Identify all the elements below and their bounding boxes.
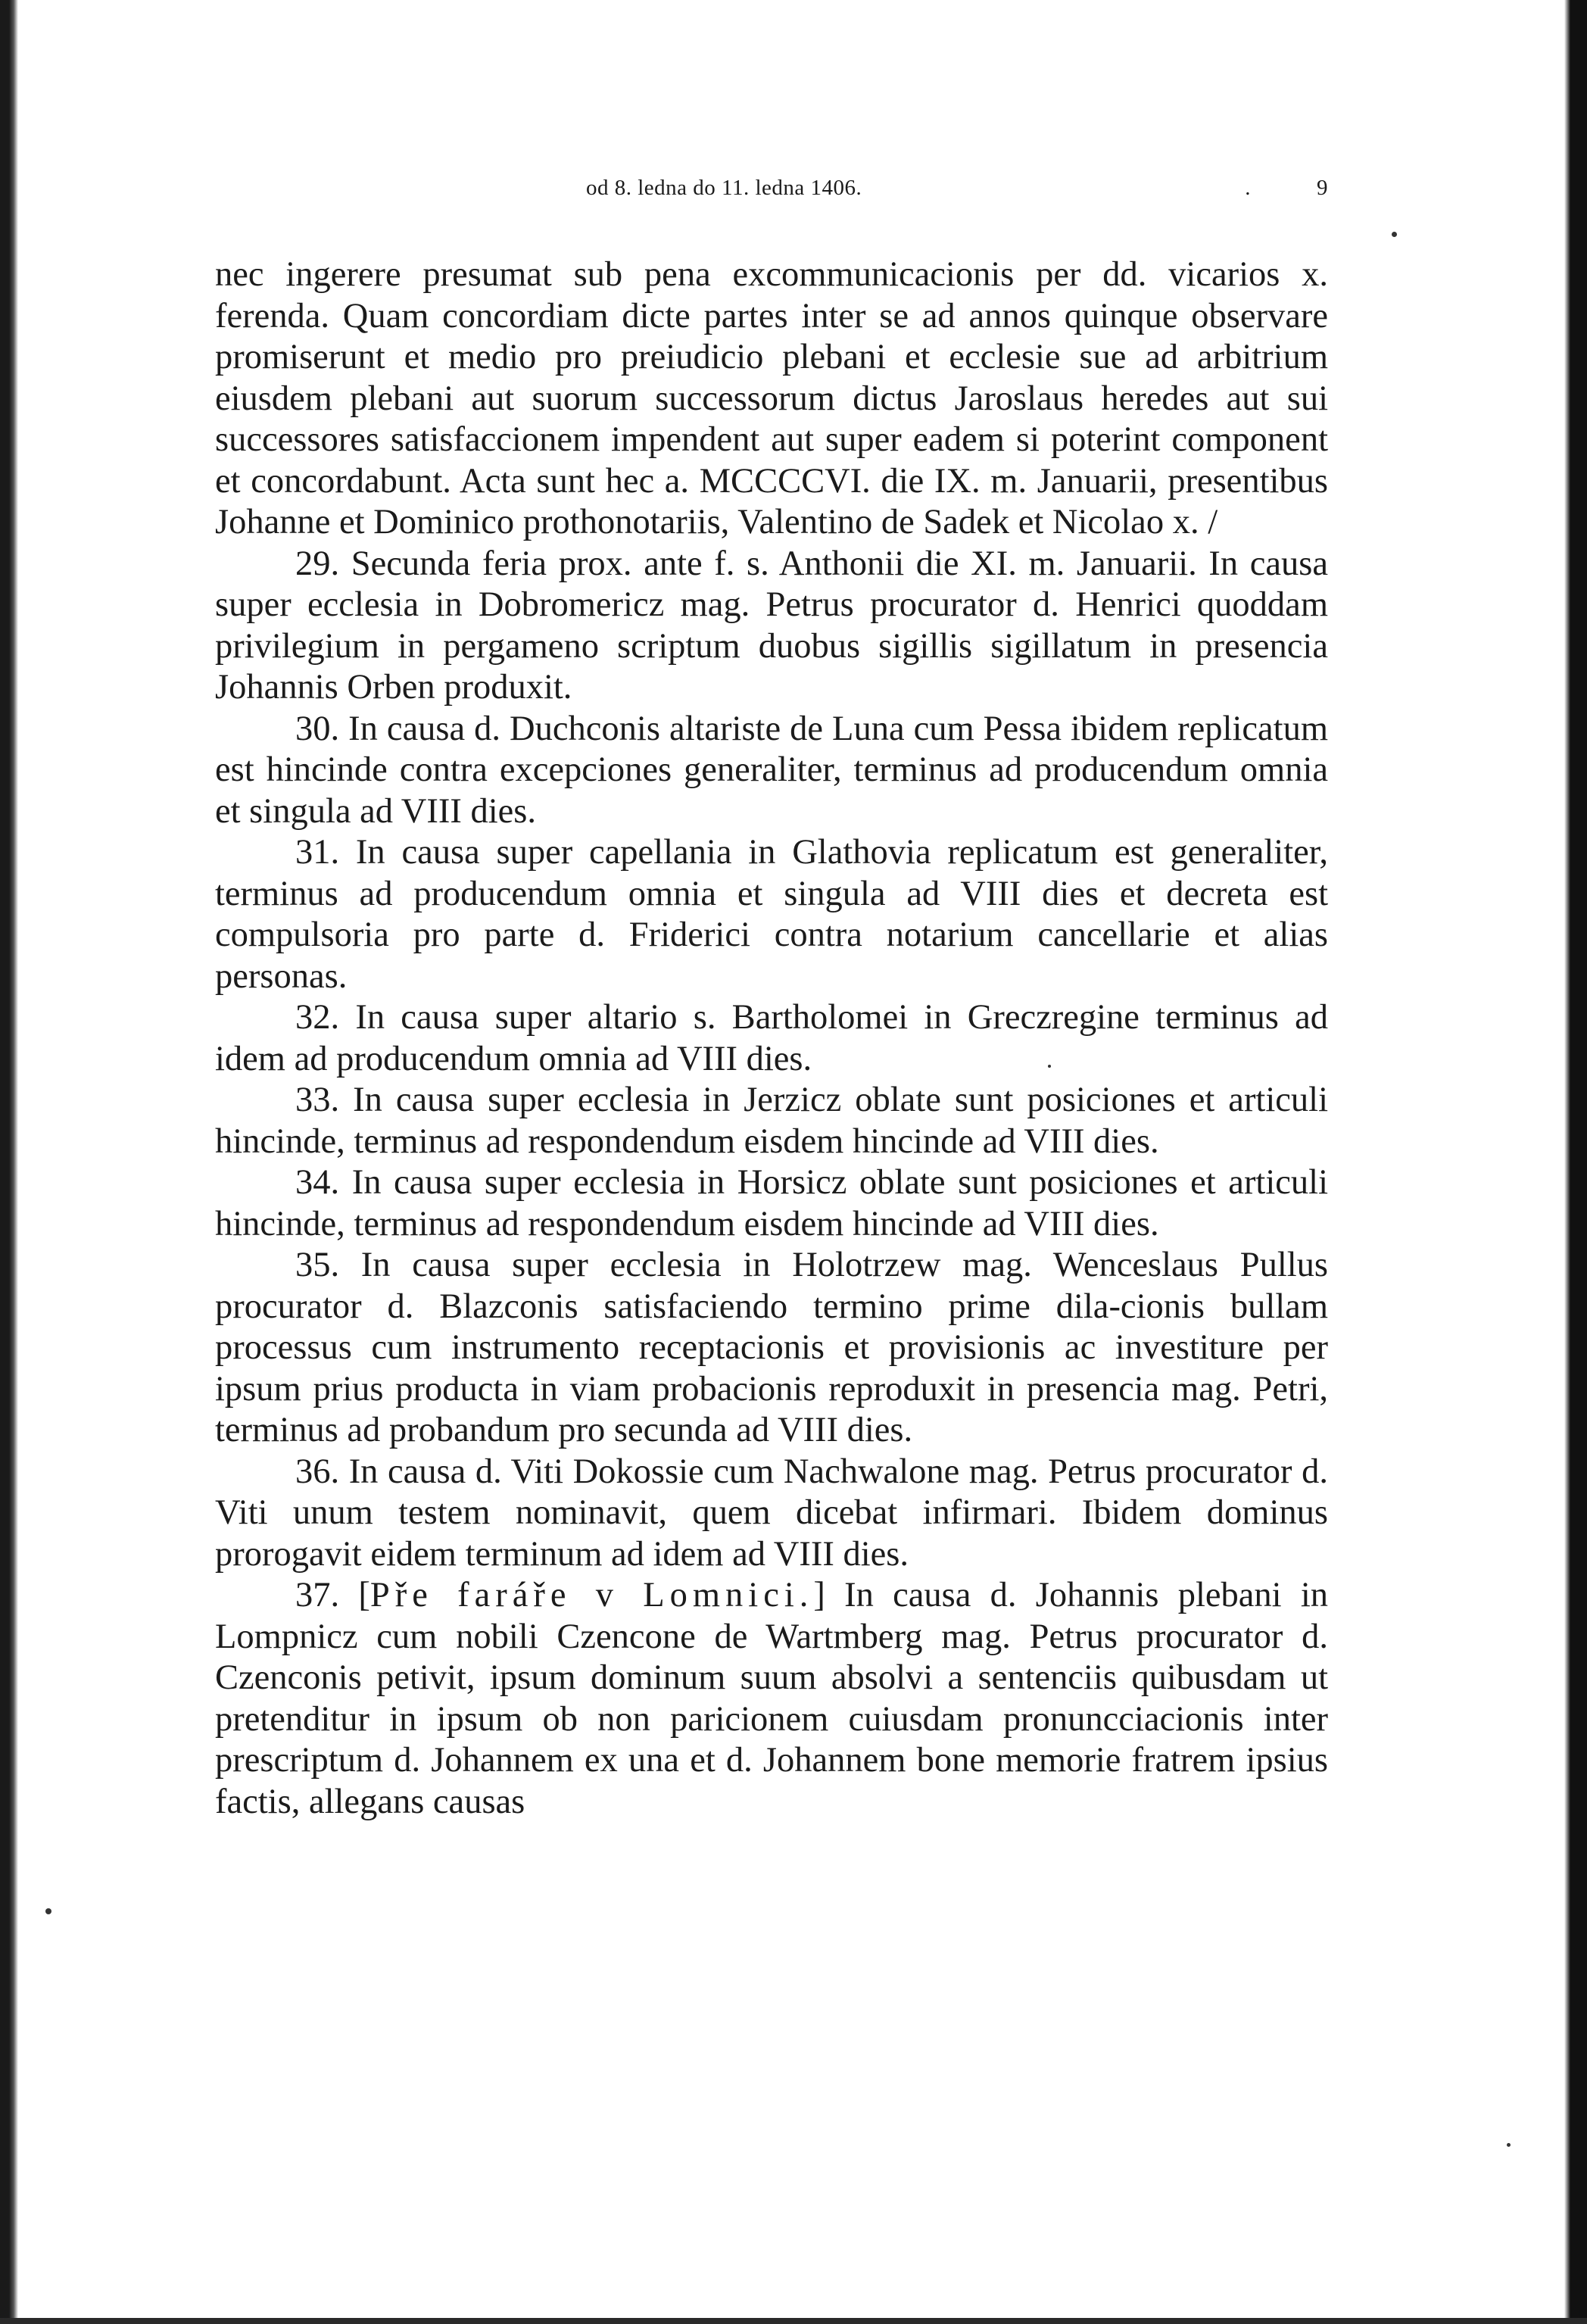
scan-speck bbox=[45, 1908, 51, 1914]
paragraph-36: 36. In causa d. Viti Dokossie cum Nachwalone mag. Petrus procurator d. Viti unum testem nominavit, quem dicebat infirmari. Ibidem dominus prorogavit eidem terminum ad idem ad VIII dies. bbox=[215, 1452, 1328, 1574]
paragraph-37-number: 37. bbox=[295, 1576, 340, 1614]
page-number: 9 bbox=[1317, 176, 1328, 200]
scan-edge-left bbox=[0, 0, 18, 2324]
rubric-close-bracket: ] bbox=[813, 1576, 825, 1614]
rubric-open-bracket: [ bbox=[358, 1576, 370, 1614]
paragraph-31: 31. In causa super capellania in Glathovia replicatum est generaliter, terminus ad producendum omnia et singula ad VIII dies et decreta est compulsoria pro parte d. Friderici contra notarium cancellarie et alias personas. bbox=[215, 833, 1328, 996]
paragraph-28-continuation: nec ingerere presumat sub pena excommunicacionis per dd. vicarios x. ferenda. Quam concordiam dicte partes inter se ad annos quinque observare promiserunt et medio pro preiudicio plebani et ecclesie sue ad arbitrium eiusdem plebani aut suorum successorum dictus Jaroslaus heredes aut sui successores satisfaccionem impendent aut super eadem si poterint component et concordabunt. Acta sunt hec a. MCCCCVI. die IX. m. Januarii, presentibus Johanne et Dominico prothonotariis, Valentino de Sadek et Nicolao x. / bbox=[215, 255, 1328, 541]
stray-mark: . bbox=[1245, 176, 1251, 200]
paragraph-34: 34. In causa super ecclesia in Horsicz oblate sunt posiciones et articuli hincinde, terminus ad respondendum eisdem hincinde ad VIII dies. bbox=[215, 1163, 1328, 1243]
scan-speck bbox=[1392, 232, 1397, 237]
paragraph-29: 29. Secunda feria prox. ante f. s. Anthonii die XI. m. Januarii. In causa super ecclesia in Dobromericz mag. Petrus procurator d. Henrici quoddam privilegium in pergameno scriptum duobus sigillis sigillatum in presencia Johannis Orben produxit. bbox=[215, 544, 1328, 707]
paragraph-35: 35. In causa super ecclesia in Holotrzew mag. Wenceslaus Pullus procurator d. Blazconis satisfaciendo termino prime dila-cionis bullam processus cum instrumento receptacionis et provisionis ac investiture per ipsum prius producta in viam probacionis reproduxit in presencia mag. Petri, terminus ad probandum pro secunda ad VIII dies. bbox=[215, 1246, 1328, 1449]
scan-speck bbox=[1507, 2143, 1511, 2147]
paragraph-32: 32. In causa super altario s. Bartholomei in Greczregine terminus ad idem ad producendum omnia ad VIII dies. bbox=[215, 998, 1328, 1078]
running-header bbox=[215, 176, 1328, 206]
rubric-heading: Pře faráře v Lomnici. bbox=[369, 1576, 814, 1614]
scan-edge-right bbox=[1564, 0, 1587, 2324]
paragraph-37 bbox=[215, 1575, 1328, 1823]
paragraph-30: 30. In causa d. Duchconis altariste de Luna cum Pessa ibidem replicatum est hincinde contra excepciones generaliter, terminus ad producendum omnia et singula ad VIII dies. bbox=[215, 709, 1328, 831]
scan-edge-bottom bbox=[0, 2318, 1587, 2324]
body-text bbox=[215, 254, 1328, 1823]
paragraph-37-text: In causa d. Johannis plebani in Lompnicz cum nobili Czencone de Wartmberg mag. Petrus procurator d. Czenconis petivit, ipsum dominum suum absolvi a sentenciis quibusdam ut pretenditur in ipsum ob non paricionem cuiusdam pronuncciacionis inter prescriptum d. Johannem ex una et d. Johannem bone memorie fratrem ipsius factis, allegans causas bbox=[215, 1576, 1329, 1821]
running-title: od 8. ledna do 11. ledna 1406. bbox=[586, 176, 862, 200]
paragraph-33: 33. In causa super ecclesia in Jerzicz oblate sunt posiciones et articuli hincinde, terminus ad respondendum eisdem hincinde ad VIII dies. bbox=[215, 1081, 1328, 1161]
